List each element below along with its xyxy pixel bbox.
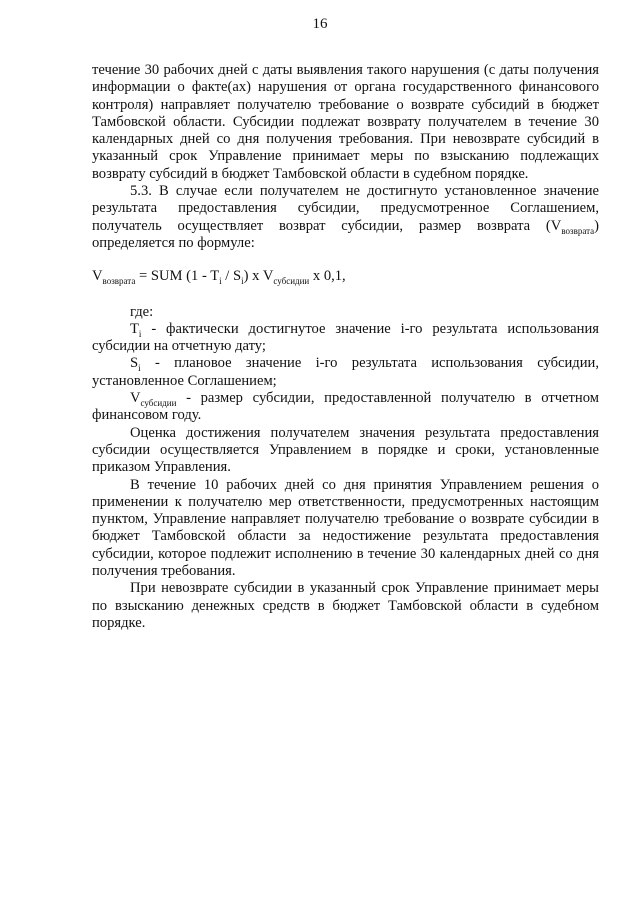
v-return-subscript: возврата [561, 225, 595, 236]
definition-v [92, 390, 599, 425]
paragraph-5-3-text: 5.3. В случае если получателем не достигнуто установленное значение результата предоставления субсидии, предусмотренное Соглашением, получатель осуществляет возврат субсидии, размер возврата (V [92, 183, 599, 234]
definition-s-text: - плановое значение i-го результата использования субсидии, установленное Соглашением; [92, 355, 599, 389]
formula-t-index: i [219, 276, 222, 287]
symbol-t: T [130, 320, 139, 337]
formula-s-index: i [241, 276, 244, 287]
symbol-s: S [130, 355, 139, 372]
symbol-v: V [130, 390, 141, 407]
definition-t [92, 321, 599, 356]
definition-s [92, 355, 599, 390]
formula-v-part: ) x V [243, 268, 274, 285]
definition-v-text: - размер субсидии, предоставленной получателю в отчетном финансовом году. [92, 390, 599, 424]
paragraph-return-requirement: течение 30 рабочих дней с даты выявления такого нарушения (с даты получения информации о факте(ах) нарушения от органа государственного финансового контроля) направляет получателю требование о возврате субсидий в бюджет Тамбовской области. Субсидии подлежат возврату получателем в течение 30 календарных дней со дня получения требования. При невозврате субсидий в указанный срок Управление принимает меры по взысканию подлежащих возврату субсидий в бюджет Тамбовской области в судебном порядке. [92, 62, 599, 182]
formula-s-part: / S [221, 268, 242, 285]
symbol-s-index: i [138, 363, 141, 374]
where-label: где: [130, 303, 154, 320]
return-formula [92, 268, 599, 285]
paragraph-evaluation: Оценка достижения получателем значения результата предоставления субсидии осуществляется Управлением в порядке и сроки, установленные приказом Управления. [92, 424, 599, 476]
definition-t-text: - фактически достигнутое значение i-го результата использования субсидии на отчетную дату; [92, 320, 599, 355]
paragraph-5-3 [92, 183, 599, 252]
document-body [92, 62, 599, 632]
symbol-t-index: i [138, 328, 142, 339]
formula-v-sub: возврата [102, 276, 136, 287]
paragraph-10-days: В течение 10 рабочих дней со дня принятия Управлением решения о применении к получателю мер ответственности, предусмотренных настоящим пунктом, Управление направляет получателю требование о возврате субсидии в бюджет Тамбовской области за недостижение результата предоставления субсидии, которое подлежит исполнению в течение 30 календарных дней со дня получения требования. [92, 476, 599, 580]
symbol-v-index: субсидии [140, 397, 177, 408]
paragraph-5-3-end: ) определяется по формуле: [92, 217, 599, 251]
formula-sum-part: = SUM (1 - T [135, 268, 220, 285]
formula-vs-sub: субсидии [273, 276, 310, 287]
formula-v: V [92, 268, 103, 285]
formula-tail: x 0,1, [309, 268, 346, 285]
page-number: 16 [312, 16, 328, 32]
paragraph-non-return: При невозврате субсидии в указанный срок Управление принимает меры по взысканию денежных средств в бюджет Тамбовской области в судебном порядке. [92, 580, 599, 631]
